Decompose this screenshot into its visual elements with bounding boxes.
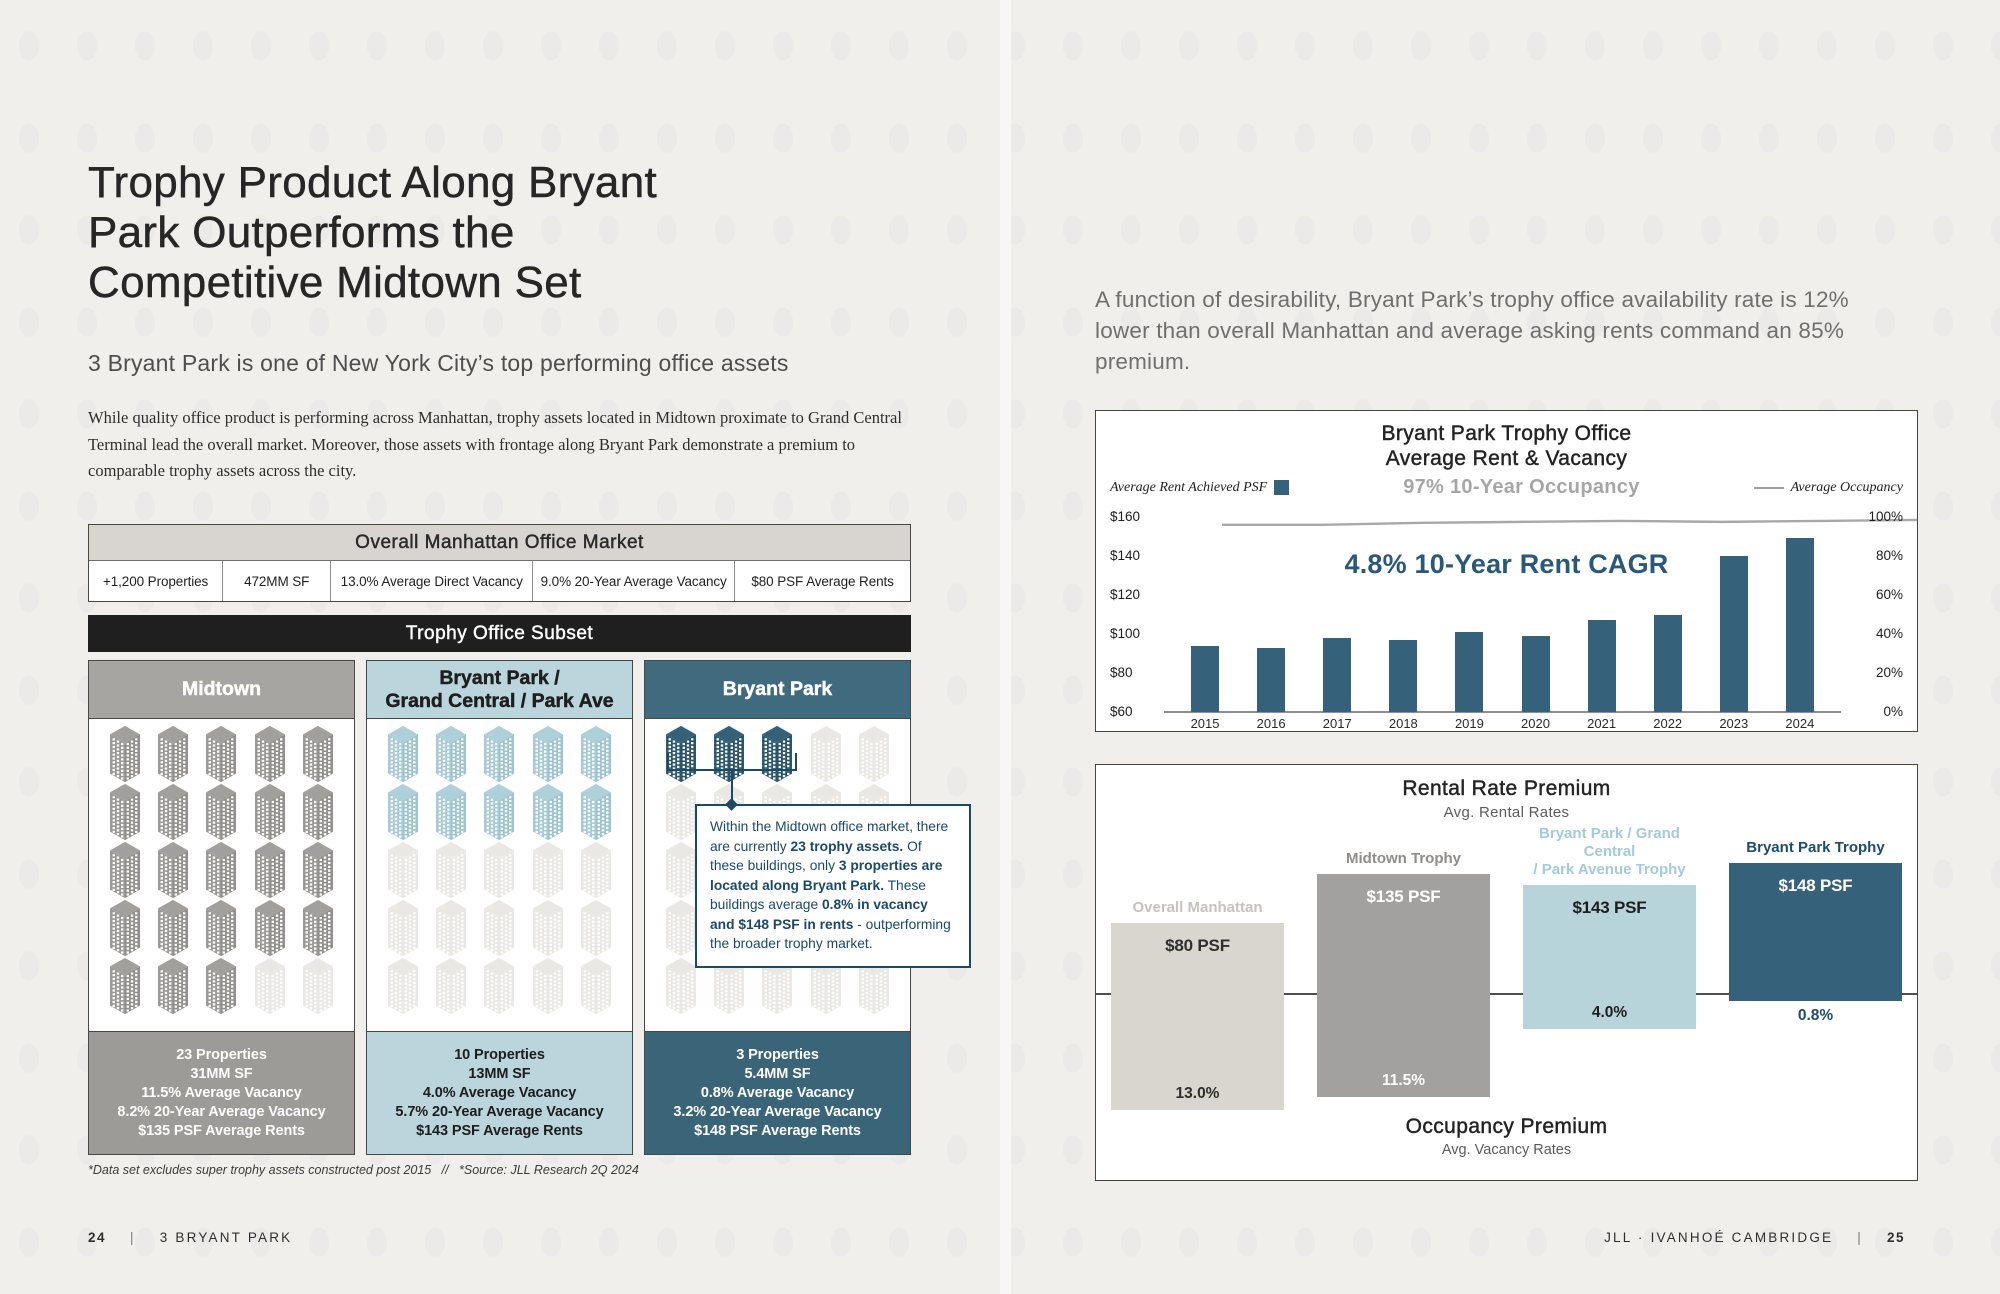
building-icon: [431, 957, 471, 1015]
building-icon: [528, 957, 568, 1015]
legend-rent-swatch: [1274, 480, 1289, 495]
vacancy-bar-bryant-park-trophy: [1729, 993, 1902, 1001]
page-right: [1011, 0, 2000, 1294]
category-label: Overall Manhattan: [1132, 898, 1263, 916]
x-tick-2024: 2024: [1785, 716, 1815, 731]
building-icon: [105, 899, 145, 957]
building-icon: [105, 783, 145, 841]
x-tick-2018: 2018: [1388, 716, 1418, 731]
stat-line: 3.2% 20-Year Average Vacancy: [673, 1104, 882, 1120]
y-left-tick: $100: [1110, 626, 1141, 641]
premium-column-bryant-park-trophy: [1729, 825, 1902, 1113]
building-icon: [479, 899, 519, 957]
y-left-tick: $80: [1110, 665, 1133, 680]
building-icon: [431, 899, 471, 957]
market-cell: $80 PSF Average Rents: [751, 573, 894, 589]
page-gutter: [1000, 0, 1011, 1294]
vacancy-value: 11.5%: [1381, 1071, 1426, 1089]
x-tick-2022: 2022: [1653, 716, 1683, 731]
column-stats: [645, 1031, 910, 1154]
y-right-tick: 100%: [1868, 509, 1903, 524]
building-icon: [250, 725, 290, 783]
cagr-annotation: 4.8% 10-Year Rent CAGR: [1344, 549, 1669, 579]
y-right-tick: 80%: [1875, 548, 1903, 563]
footer-label: JLL · IVANHOÉ CAMBRIDGE: [1604, 1230, 1834, 1245]
occupancy-annotation: 97% 10-Year Occupancy: [1403, 476, 1640, 498]
building-icon: [383, 725, 423, 783]
stat-line: 23 Properties: [176, 1047, 267, 1063]
chart-title: Rental Rate Premium: [1402, 777, 1611, 800]
bottom-subtitle: Avg. Vacancy Rates: [1441, 1142, 1572, 1158]
premium-column-overall-manhattan: [1111, 825, 1284, 1113]
vacancy-bar-overall-manhattan: [1111, 993, 1284, 1110]
building-icon: [383, 841, 423, 899]
premium-column-midtown-trophy: [1317, 825, 1490, 1113]
stat-line: $148 PSF Average Rents: [694, 1123, 861, 1139]
x-tick-2021: 2021: [1587, 716, 1617, 731]
stat-line: 10 Properties: [454, 1047, 545, 1063]
x-tick-2019: 2019: [1454, 716, 1484, 731]
stat-line: $135 PSF Average Rents: [138, 1123, 305, 1139]
trophy-column-midtown: [88, 660, 355, 1155]
stat-line: 3 Properties: [736, 1047, 819, 1063]
column-stats: [367, 1031, 632, 1154]
building-icon: [153, 899, 193, 957]
y-left-tick: $60: [1110, 704, 1133, 719]
stat-line: 8.2% 20-Year Average Vacancy: [117, 1104, 326, 1120]
chart-subtitle: Avg. Rental Rates: [1443, 804, 1570, 821]
building-icon: [153, 957, 193, 1015]
footnote: *Data set excludes super trophy assets constructed post 2015 // *Source: JLL Research 2Q 2024: [88, 1163, 639, 1177]
rent-vacancy-chart: [1095, 410, 1918, 732]
building-icon: [153, 841, 193, 899]
building-icon: [201, 957, 241, 1015]
trophy-column-bryant-park: [644, 660, 951, 1155]
bottom-title: Occupancy Premium: [1405, 1115, 1608, 1138]
vacancy-bar-midtown-trophy: [1317, 993, 1490, 1097]
building-icon: [576, 841, 616, 899]
y-left-tick: $120: [1110, 587, 1141, 602]
premium-column-bryant-park-grand-central-park-avenue-trophy: [1523, 825, 1696, 1113]
x-tick-2023: 2023: [1719, 716, 1749, 731]
y-right-tick: 40%: [1875, 626, 1903, 641]
building-icon: [153, 725, 193, 783]
rent-bar-midtown-trophy: $135 PSF: [1317, 874, 1490, 993]
rent-bar-overall-manhattan: $80 PSF: [1111, 923, 1284, 993]
building-icon: [250, 841, 290, 899]
chart-title: Bryant Park Trophy Office Average Rent & Vacancy: [1381, 422, 1632, 470]
column-header: Midtown: [89, 661, 354, 719]
legend-rent: [1110, 480, 1289, 496]
building-icon: [383, 957, 423, 1015]
column-header: Bryant Park: [645, 661, 910, 719]
y-right-tick: 20%: [1875, 665, 1903, 680]
category-label: Bryant Park Trophy: [1746, 838, 1885, 856]
market-cell: 9.0% 20-Year Average Vacancy: [533, 561, 735, 601]
building-icon: [201, 725, 241, 783]
market-cell: +1,200 Properties: [89, 561, 223, 601]
rent-bar-bryant-park-grand-central-park-avenue-trophy: $143 PSF: [1523, 885, 1696, 993]
building-icon: [431, 841, 471, 899]
building-icon: [298, 957, 338, 1015]
building-icon: [479, 841, 519, 899]
building-icon: [201, 899, 241, 957]
legend-rent-label: Average Rent Achieved PSF: [1110, 479, 1268, 495]
building-icon: [576, 957, 616, 1015]
stat-line: 0.8% Average Vacancy: [700, 1085, 855, 1101]
chart-legend-row: [1096, 471, 1917, 499]
trophy-column-bp-gc-park-ave: [366, 660, 633, 1155]
legend-occupancy: [1754, 480, 1903, 496]
market-cell: 472MM SF: [223, 561, 331, 601]
page-number: 24: [88, 1230, 107, 1245]
stat-line: 5.4MM SF: [744, 1066, 811, 1082]
building-icon: [250, 783, 290, 841]
building-icon: [528, 899, 568, 957]
stat-line: 11.5% Average Vacancy: [141, 1085, 302, 1101]
footer-right: [1604, 1230, 1905, 1245]
footer-separator: |: [1857, 1230, 1863, 1245]
vacancy-bar-bryant-park-grand-central-park-avenue-trophy: [1523, 993, 1696, 1029]
y-left-tick: $140: [1110, 548, 1141, 563]
stat-line: 13MM SF: [468, 1066, 531, 1082]
building-icon: [576, 783, 616, 841]
building-grid: [89, 719, 354, 1031]
stat-line: $143 PSF Average Rents: [416, 1123, 583, 1139]
x-tick-2020: 2020: [1521, 716, 1550, 731]
table-cells-row: [89, 561, 910, 601]
market-cell: 13.0% Average Direct Vacancy: [331, 561, 533, 601]
vacancy-value: 0.8%: [1797, 1007, 1834, 1024]
overall-manhattan-table: [88, 524, 911, 602]
stat-line: 4.0% Average Vacancy: [422, 1085, 577, 1101]
building-icon: [528, 783, 568, 841]
building-icon: [528, 725, 568, 783]
building-icon: [298, 841, 338, 899]
x-axis-labels: [1172, 716, 1833, 731]
x-tick-2016: 2016: [1256, 716, 1286, 731]
page-number: 25: [1886, 1230, 1905, 1245]
column-stats: [89, 1031, 354, 1154]
building-icon: [479, 783, 519, 841]
rent-bar-bryant-park-trophy: $148 PSF: [1729, 863, 1902, 993]
occupancy-line: [1172, 499, 1918, 712]
trophy-subset-bar: Trophy Office Subset: [88, 615, 911, 652]
y-left-tick: $160: [1110, 509, 1141, 524]
column-header: Bryant Park / Grand Central / Park Ave: [367, 661, 632, 719]
building-icon: [105, 725, 145, 783]
building-icon: [201, 841, 241, 899]
building-icon: [431, 783, 471, 841]
footer-separator: |: [130, 1230, 136, 1245]
footer-label: 3 BRYANT PARK: [159, 1230, 293, 1245]
building-icon: [298, 783, 338, 841]
building-icon: [854, 725, 894, 783]
premium-columns: [1096, 825, 1917, 1113]
building-icon: [479, 725, 519, 783]
building-grid: [367, 719, 632, 1031]
building-icon: [298, 725, 338, 783]
building-icon: [431, 725, 471, 783]
legend-occupancy-label: Average Occupancy: [1790, 479, 1903, 495]
vacancy-value: 4.0%: [1591, 1004, 1628, 1021]
legend-line-swatch: [1754, 487, 1784, 489]
building-icon: [250, 957, 290, 1015]
building-icon: [105, 841, 145, 899]
x-tick-2015: 2015: [1190, 716, 1220, 731]
building-bracket: [667, 753, 797, 771]
footer-left: [88, 1230, 292, 1245]
building-icon: [298, 899, 338, 957]
building-icon: [250, 899, 290, 957]
vacancy-value: 13.0%: [1175, 1085, 1220, 1102]
building-icon: [383, 899, 423, 957]
intro-paragraph: A function of desirability, Bryant Park’s trophy office availability rate is 12% lower than overall Manhattan and average asking rents command an 85% premium.: [1095, 287, 1849, 374]
building-icon: [383, 783, 423, 841]
category-label: Bryant Park / Grand Central / Park Avenue Trophy: [1533, 825, 1686, 878]
chart-plot-area: [1106, 499, 1907, 732]
x-tick-2017: 2017: [1322, 716, 1352, 731]
y-right-tick: 60%: [1875, 587, 1903, 602]
category-label: Midtown Trophy: [1346, 850, 1461, 868]
premium-chart: [1095, 764, 1918, 1181]
building-icon: [479, 957, 519, 1015]
page-title: Trophy Product Along Bryant Park Outperforms the Competitive Midtown Set: [88, 158, 657, 307]
table-header: Overall Manhattan Office Market: [89, 525, 910, 561]
building-icon: [576, 725, 616, 783]
building-icon: [528, 841, 568, 899]
chart-plot-area: [1096, 825, 1917, 1113]
building-icon: [806, 725, 846, 783]
building-icon: [153, 783, 193, 841]
building-icon: [201, 783, 241, 841]
page-subtitle: 3 Bryant Park is one of New York City’s top performing office assets: [88, 350, 789, 376]
trophy-columns: [88, 660, 951, 1155]
stat-line: 31MM SF: [190, 1066, 253, 1082]
building-icon: [576, 899, 616, 957]
bryant-park-callout: Within the Midtown office market, there are currently 23 trophy assets. Of these buildings, only 3 properties are located along Bryant Park. These buildings average 0.8% in vacancy and $148 PSF in rents - outperforming the broader trophy market.: [695, 804, 971, 968]
body-paragraph: While quality office product is performing across Manhattan, trophy assets located in Midtown proximate to Grand Central Terminal lead the overall market. Moreover, those assets with frontage along Bryant Park demonstrate a premium to comparable trophy assets across the city.: [88, 408, 902, 480]
building-icon: [105, 957, 145, 1015]
y-right-tick: 0%: [1883, 704, 1903, 719]
stat-line: 5.7% 20-Year Average Vacancy: [395, 1104, 604, 1120]
